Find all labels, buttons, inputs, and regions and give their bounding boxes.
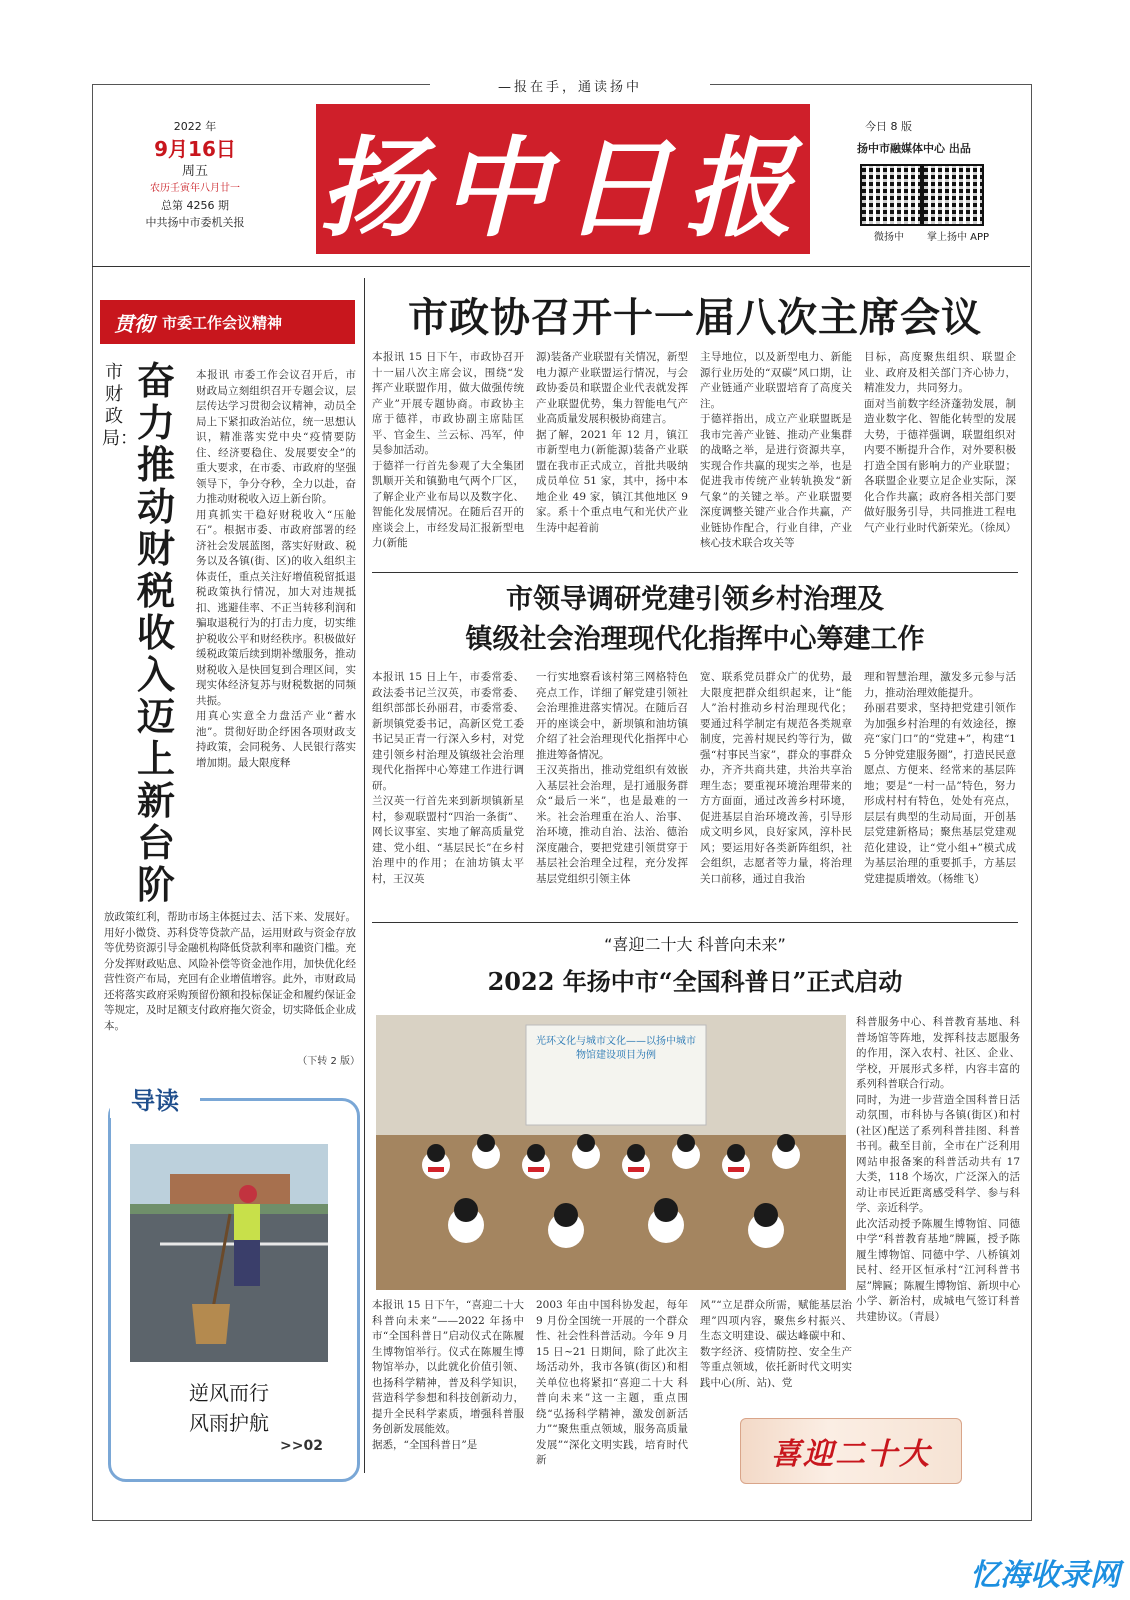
qr-code-app-icon[interactable] — [922, 164, 984, 226]
article2-rule — [372, 922, 1018, 923]
masthead-flag — [316, 104, 810, 254]
kicker-title: 市委工作会议精神 — [162, 313, 283, 332]
guide-caption-line1: 逆风而行 — [189, 1381, 269, 1405]
pages-today: 今日 8 版 — [865, 120, 912, 133]
article2-col2: 一行实地察看该村第三网格特色亮点工作，详细了解党建引领社会治理推进落实情况。在随后召开的座谈会中，新坝镇和油坊镇介绍了社会治理现代化指挥中心推进筹备情况。 王汉英指出，推动党组织有效嵌入基层社会治理，是打通服务群众“最后一米”，也是最难的一米。社会治理重在治人、治事、治环境，推动自治、法治、德治深度融合，要把党建引领贯穿于基层社会治理全过程，充分发挥基层党组织引领主体 — [536, 671, 688, 885]
article3-right-col: 科普服务中心、科普教育基地、科普场馆等阵地，发挥科技志愿服务的作用，深入农村、社区、企业、学校，开展形式多样，内容丰富的系列科普联合行动。 同时，为进一步营造全国科普日活动氛围，市科协与各镇(街区)和村(社区)配送了系列科普挂图、科普书刊。截至目前，全市在广泛利用网站申报备案的科普活动共有 17 大类，118 个场次，广泛深入的活动让市民近距离感受科学、参与科学、亲近科学。 此次活动授予陈履生博物馆、同德中学“科普教育基地”牌匾，授予陈履生博物馆、同德中学、八桥镇刘民村、经开区恒承村“江河科普书屋”牌匾；陈履生博物馆、新坝中心小学、新治村，成城电气签订科普共建协议。（青晨） — [856, 1016, 1020, 1323]
article2-headline-line1: 市领导调研党建引领乡村治理及 — [506, 584, 884, 615]
paper-name: 扬中日报 — [318, 125, 807, 252]
article3-col2: 2003 年由中国科协发起，每年 9 月份全国统一开展的一个群众性、社会性科普活动。今年 9 月 15 日~21 日期间，除了此次主场活动外，我市各镇(街区)和相关单位也将紧扣“喜迎二十大 科普向未来”这一主题，重点围绕“弘扬科学精神，激发创新活力”“聚焦重点领域，服务高质量发展”“深化文明实践，培育时代新 — [536, 1299, 688, 1466]
article1-headline: 市政协召开十一届八次主席会议 — [408, 294, 982, 341]
publisher-line: 中共扬中市委机关报 — [145, 216, 245, 229]
left-turn: （下转 2 版） — [297, 1056, 360, 1067]
date-year: 2022 年 — [173, 120, 217, 133]
masthead-rule — [92, 266, 1030, 267]
article2-headline — [370, 580, 1020, 660]
left-headline: 奋力推动财税收入迈上新台阶 — [136, 358, 175, 907]
article1-col3: 主导地位，以及新型电力、新能源行业历处的“双碳”风口期，让产业链通产业联盟培育了高度关注。 于德祥指出，成立产业联盟既是我市完善产业链、推动产业集群的战略之举，是进行资源共享，实现合作共赢的现实之举，也是促进我市传统产业转轨换发“新气象”的关键之举。产业联盟要深度调整关键产业合作共赢，产业链协作配合，行业自律，产业核心技术联合攻关等 — [700, 351, 852, 549]
qr2-label: 掌上扬中 APP — [926, 232, 990, 243]
left-kicker — [100, 300, 355, 344]
date-lunar: 农历壬寅年八月廿一 — [150, 183, 240, 194]
kicker-brush: 贯彻 — [114, 311, 154, 336]
column-divider — [364, 278, 365, 1473]
article1-col1: 本报讯 15 日下午，市政协召开十一届八次主席会议，围绕“发挥产业联盟作用，做大做强传统产业”开展专题协商。市政协主席于德祥，市政协副主席陆匡平、官金生、兰云标、冯军，仲昊参加活动。 于德祥一行首先参观了大全集团凯顺开关和镇勤电气两个厂区，了解企业产业布局以及数字化、智能化发展情况。在随后召开的座谈会上，市经发局汇报新型电力(新能 — [372, 351, 524, 549]
science-day-photo[interactable] — [376, 1015, 846, 1290]
issue-number: 总第 4256 期 — [161, 199, 229, 212]
article2-col1: 本报讯 15 日上午，市委常委、政法委书记兰汉英，市委常委、组织部部长孙丽君，市委常委、新坝镇党委书记，高新区党工委书记吴正青一行深入乡村，对党建引领乡村治理及镇级社会治理现代化指挥中心筹建工作进行调研。 兰汉英一行首先来到新坝镇新星村，参观联盟村“四治一条街”、网长议事室、实地了解高质量党建、党小组、“基层民长”在乡村治理中的作用；在油坊镇太平村，王汉英 — [372, 671, 524, 885]
article1-rule — [372, 572, 1018, 573]
article1-col4: 目标，高度聚焦组织、联盟企业、政府及相关部门齐心协力，精准发力，共同努力。 面对当前数字经济蓬勃发展，制造业数字化、智能化转型的发展大势，于德祥强调，联盟组织对内要不断提升合作，对外要积极打造全国有影响力的产业联盟；各联盟企业要立足企业实际，深化合作共赢；政府各相关部门要做好服务引导，共同推进工程电气产业行业时代新荣光。（徐凤） — [864, 351, 1016, 534]
guide-caption-line2: 风雨护航 — [189, 1411, 269, 1435]
guide-photo[interactable] — [130, 1144, 328, 1362]
slogan: —报在手，通读扬中 — [430, 76, 710, 95]
left-body-part1: 本报讯 市委工作会议召开后，市财政局立刻组织召开专题会议，层层传达学习贯彻会议精神，动员全局上下紧扣政治站位，统一思想认识，精准落实党中央“疫情要防住、经济要稳住、发展要安全”的重大要求，在市委、市政府的坚强领导下，争分夺秒，全力以赴，奋力推动财税收入迈上新台阶。 用真抓实干稳好财税收入“压舱石”。根据市委、市政府部署的经济社会发展蓝图，落实好财政、税务以及各镇(街、区)的收入组织主体责任，重点关注好增值税留抵退税政策执行情况，加大对违规抵扣、逃避佳率、不正当转移利润和骗取退税行为的打击力度，切实维护税收公平和财经秩序。积极做好缓税政策后续到期补缴服务，推动财税收入是快回复到合理区间，实现实体经济复苏与财税数据的同频共振。 用真心实意全力盘活产业“蓄水池”。贯彻好助企纾困各项财政支持政策，会同税务、人民银行落实增加期。最大限度释 — [196, 369, 356, 769]
article3-col3: 风”“立足群众所需，赋能基层治理”四项内容，聚焦乡村振兴、生态文明建设、碳达峰碳中和、数字经济、疫情防控、安全生产等重点领域，依托新时代文明实践中心(所、站)、党 — [700, 1299, 852, 1389]
guide-title: 导读 — [110, 1084, 200, 1118]
media-center: 扬中市融媒体中心 出品 — [857, 142, 971, 155]
street-cleaner-image — [130, 1144, 328, 1362]
article1-col2: 源)装备产业联盟有关情况，新型电力源产业联盟运行情况，与会政协委员和联盟企业代表就发挥产业联盟优势，集力智能电气产业高质量发展积极协商建言。 据了解，2021 年 12 月，镇江市新型电力(新能源)装备产业联盟在我市正式成立，首批共吸纳成员单位 51 家，其中，扬中本地企业 49 家，镇江其他地区 9 家。系十个重点电气和光伏产业生涛中起着前 — [536, 351, 688, 534]
guide-page-link[interactable]: >>02 — [280, 1438, 323, 1454]
date-weekday: 周五 — [181, 164, 208, 179]
left-dept: 市财政局： — [102, 362, 138, 449]
article2-col3: 宽、联系党员群众广的优势，最大限度把群众组织起来，让“能人”治村推动乡村治理现代化；要通过科学制定有规范各类规章制度，完善村规民约等行为，做强“村事民当家”，群众的事群众办，齐齐共商共建，共治共享治理生态；要重视环境治理带来的方方面面，通过改善乡村环境，促进基层自治环境改善，引导形成文明乡风，良好家风，淳朴民风；要运用好各类新阵组织，社会组织，志愿者等力量，将治理关口前移，通过自我治 — [700, 671, 852, 885]
article3-kicker: “喜迎二十大 科普向未来” — [604, 935, 786, 954]
article2-col4: 理和智慧治理，激发多元参与活力，推动治理效能提升。 孙丽君要求，坚持把党建引领作为加强乡村治理的有效途径，擦亮“家门口”的“党建+”，构建“15 分钟党建服务圈”，打造民民意愿点、方便来、经常来的基层阵地；要是“一村一品”特色，努力形成村村有特色，处处有亮点，层层有典型的生动局面，开创基层党建新格局；聚焦基层党建观范化建设，让“党小组+”模式成为基层治理的重要抓手，方基层党建提质增效。（杨维飞） — [864, 671, 1016, 885]
site-watermark: 忆海收录网 — [970, 1558, 1120, 1593]
photo-screen-text: 光环文化与城市文化——以扬中城市物馆建设项目为例 — [536, 1036, 696, 1061]
celebration-banner — [740, 1418, 962, 1484]
guide-caption — [130, 1378, 328, 1438]
left-body-part2: 放政策红利，帮助市场主体挺过去、活下来、发展好。用好小微贷、苏科贷等贷款产品，运用财政与资金存放等优势资源引导金融机构降低贷款利率和融资门槛。充分发挥财政贴息、风险补偿等资金池作用，加快优化经营性资产布局，充回有企业增值增容。此外，市财政局还将落实政府采购预留份额和投标保证金和履约保证金等规定，及时足额支付政府拖欠资金，切实降低企业成本。 — [104, 911, 356, 1032]
qr1-label: 微扬中 — [874, 232, 904, 243]
date-block — [120, 118, 270, 231]
article3-headline: 2022 年扬中市“全国科普日”正式启动 — [487, 967, 903, 996]
article3-col1: 本报讯 15 日下午，“喜迎二十大 科普向未来”——2022 年扬中市“全国科普日”启动仪式在陈履生博物馆举行。仪式在陈履生博物馆举办，以此就化价值引领、也扬科学精神，普及科学知识，营造科学参想和科技创新动力，提升全民科学素质，增强科普服务创新发展能效。 据悉，“全国科普日”是 — [372, 1299, 524, 1451]
article2-headline-line2: 镇级社会治理现代化指挥中心筹建工作 — [465, 624, 925, 655]
banner-text: 喜迎二十大 — [771, 1437, 931, 1472]
qr-code-wechat-icon[interactable] — [860, 164, 922, 226]
date-month-day: 9月16日 — [154, 137, 236, 161]
